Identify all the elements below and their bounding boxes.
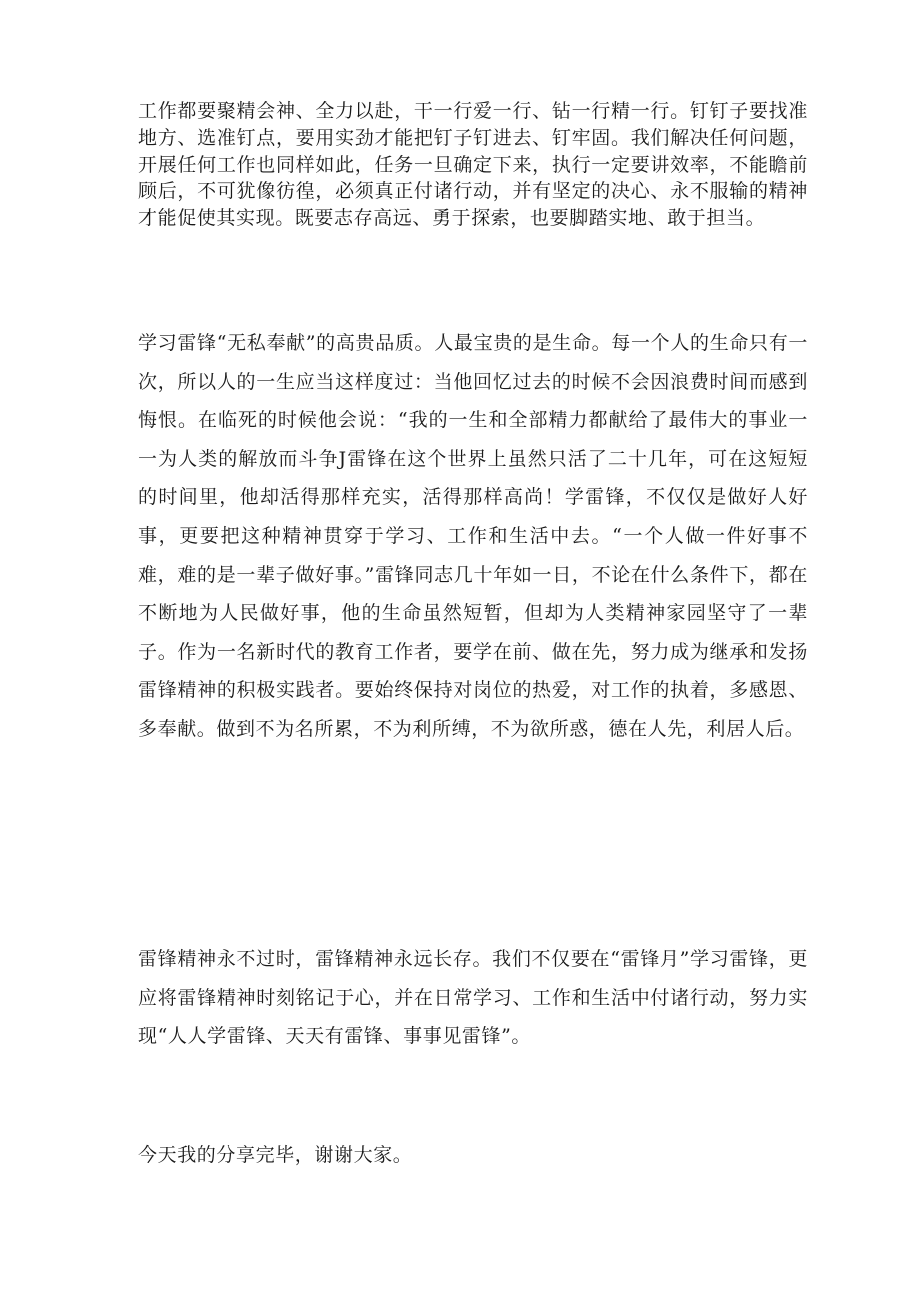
paragraph-lei-feng-spirit: 雷锋精神永不过时，雷锋精神永远长存。我们不仅要在“雷锋月”学习雷锋，更应将雷锋精神时刻铭记于心，并在日常学习、工作和生活中付诸行动，努力实现“人人学雷锋、天天有雷锋、事事见雷锋”。 (138, 948, 808, 1048)
paragraph-dedication: 工作都要聚精会神、全力以赴，干一行爱一行、钻一行精一行。钉钉子要找准地方、选准钉点，要用实劲才能把钉子钉进去、钉牢固。我们解决任何问题，开展任何工作也同样如此，任务一旦确定下来，执行一定要讲效率，不能瞻前顾后，不可犹像彷徨，必须真正付诸行动，并有坚定的决心、永不服输的精神才能促使其实现。既要志存高远、勇于探索，也要脚踏实地、敢于担当。 (138, 100, 808, 230)
paragraph-closing: 今天我的分享完毕，谢谢大家。 (138, 1144, 413, 1166)
paragraph-selfless-devotion: 学习雷锋“无私奉献”的高贵品质。人最宝贵的是生命。每一个人的生命只有一次，所以人的一生应当这样度过：当他回忆过去的时候不会因浪费时间而感到悔恨。在临死的时候他会说：“我的一生和全部精力都献给了最伟大的事业一一为人类的解放而斗争J雷锋在这个世界上虽然只活了二十几年，可在这短短的时间里，他却活得那样充实，活得那样高尚！学雷锋，不仅仅是做好人好事，更要把这种精神贯穿于学习、工作和生活中去。“一个人做一件好事不难，难的是一辈子做好事。”雷锋同志几十年如一日，不论在什么条件下，都在不断地为人民做好事，他的生命虽然短暂，但却为人类精神家园坚守了一辈子。作为一名新时代的教育工作者，要学在前、做在先，努力成为继承和发扬雷锋精神的积极实践者。要始终保持对岗位的热爱，对工作的执着，多感恩、多奉献。做到不为名所累，不为利所缚，不为欲所惑，德在人先，利居人后。 (138, 332, 808, 740)
